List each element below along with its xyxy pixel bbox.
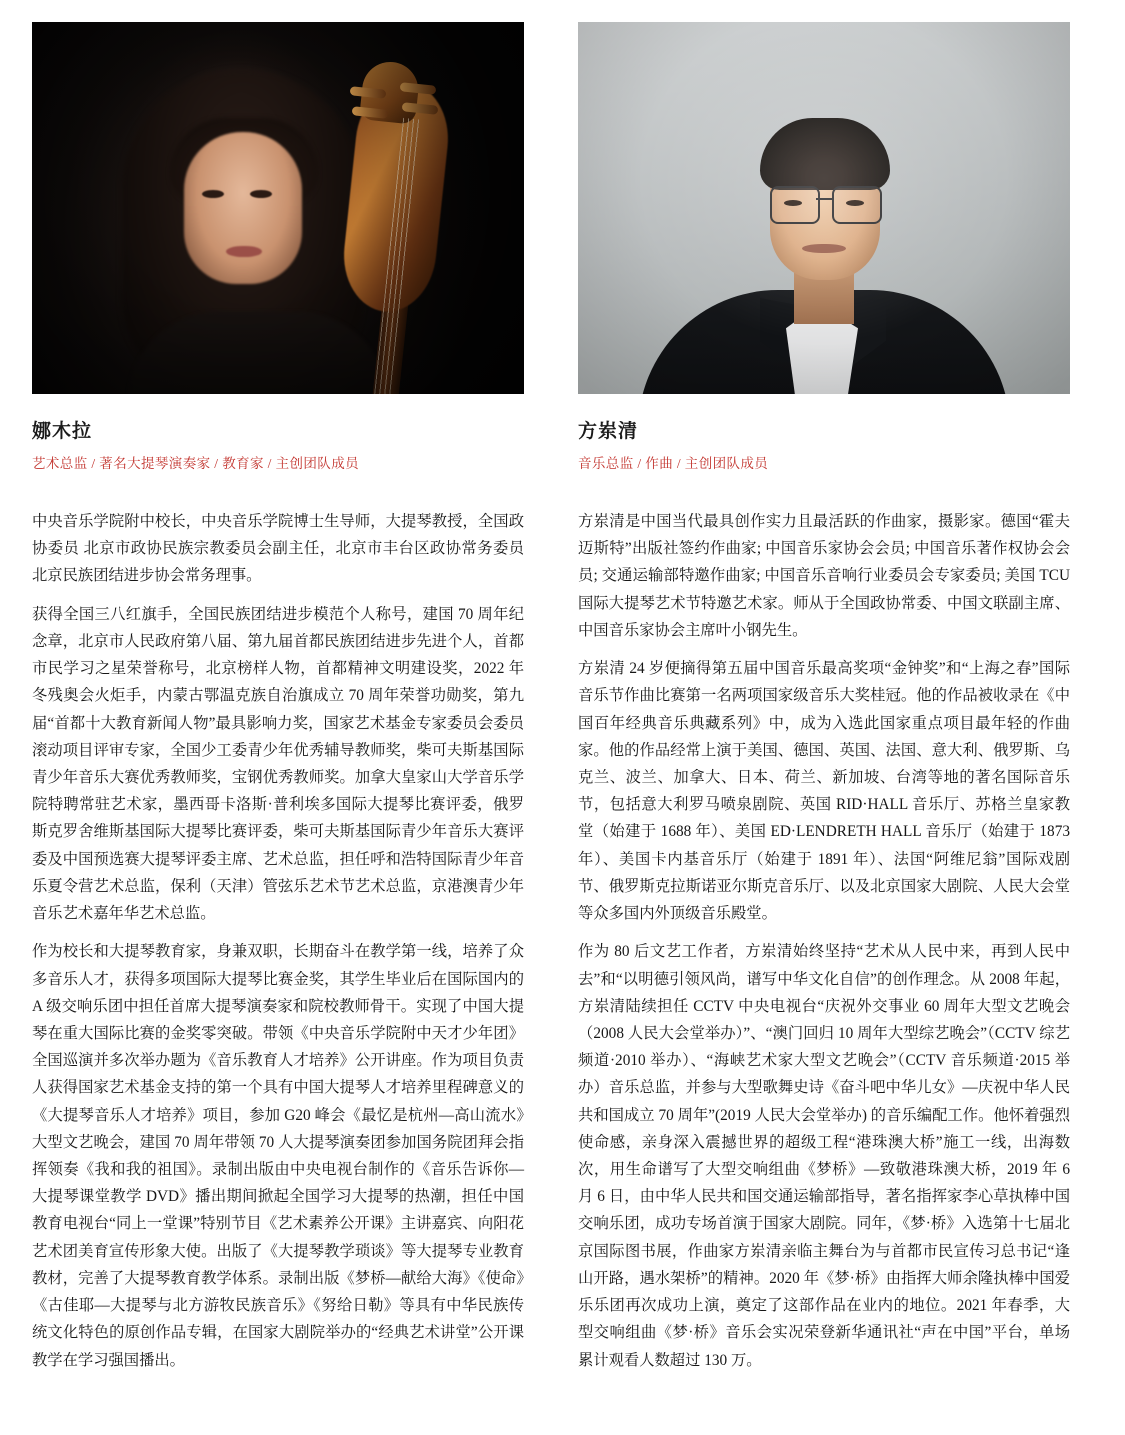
bio-paragraph: 方岽清是中国当代最具创作实力且最活跃的作曲家，摄影家。德国“霍夫迈斯特”出版社签约作曲家; 中国音乐家协会会员; 中国音乐著作权协会会员; 交通运输部特邀作曲家; 中国音乐音响行业委员会专家委员; 美国 TCU 国际大提琴艺术节特邀艺术家。师从于全国政协常委、中国文联副主席、中国音乐家协会主席叶小钢先生。 (578, 513, 1070, 639)
person-name: 娜木拉 (32, 421, 93, 442)
person-block-right (578, 22, 1070, 1385)
person-block-left (32, 22, 524, 1385)
bio-paragraph: 方岽清 24 岁便摘得第五届中国音乐最高奖项“金钟奖”和“上海之春”国际音乐节作曲比赛第一名两项国家级音乐大奖桂冠。他的作品被收录在《中国百年经典音乐典藏系列》中，成为入选此国家重点项目最年轻的作曲家。他的作品经常上演于美国、德国、英国、法国、意大利、俄罗斯、乌克兰、波兰、加拿大、日本、荷兰、新加坡、台湾等地的著名国际音乐节，包括意大利罗马喷泉剧院、英国 RID·HALL 音乐厅、苏格兰皇家教堂（始建于 1688 年）、美国 ED·LENDRETH HALL 音乐厅（始建于 1873 年）、美国卡内基音乐厅（始建于 1891 年）、法国“阿维尼翁”国际戏剧节、俄罗斯克拉斯诺亚尔斯克音乐厅、以及北京国家大剧院、人民大会堂等众多国内外顶级音乐殿堂。 (578, 660, 1070, 923)
person-bio (578, 508, 1070, 1374)
portrait-photo-namula (32, 22, 524, 394)
bio-paragraph: 作为 80 后文艺工作者，方岽清始终坚持“艺术从人民中来，再到人民中去”和“以明德引领风尚，谱写中华文化自信”的创作理念。从 2008 年起，方岽清陆续担任 CCTV 中央电视台“庆祝外交事业 60 周年大型文艺晚会（2008 人民大会堂举办）”、“澳门回归 10 周年大型综艺晚会”（CCTV 综艺频道·2010 举办）、“海峡艺术家大型文艺晚会”（CCTV 音乐频道·2015 举办）音乐总监，并参与大型歌舞史诗《奋斗吧中华儿女》—庆祝中华人民共和国成立 70 周年”(2019 人民大会堂举办) 的音乐编配工作。他怀着强烈使命感，亲身深入震撼世界的超级工程“港珠澳大桥”施工一线，出海数次，用生命谱写了大型交响组曲《梦桥》—致敬港珠澳大桥，2019 年 6 月 6 日，由中华人民共和国交通运输部指导，著名指挥家李心草执棒中国交响乐团，成功专场首演于国家大剧院。同年，《梦·桥》入选第十七届北京国际图书展，作曲家方岽清亲临主舞台为与首都市民宣传习总书记“逢山开路，遇水架桥”的精神。2020 年《梦·桥》由指挥大师余隆执棒中国爱乐乐团再次成功上演，奠定了这部作品在业内的地位。2021 年春季，大型交响组曲《梦·桥》音乐会实况荣登新华通讯社“声在中国”平台，单场累计观看人数超过 130 万。 (578, 943, 1070, 1369)
portrait-photo-fangdongqing (578, 22, 1070, 394)
person-name: 方岽清 (578, 421, 639, 442)
bio-paragraph: 中央音乐学院附中校长，中央音乐学院博士生导师，大提琴教授，全国政协委员 北京市政协民族宗教委员会副主任，北京市丰台区政协常务委员 北京民族团结进步协会常务理事。 (32, 513, 524, 585)
bio-paragraph: 作为校长和大提琴教育家，身兼双职，长期奋斗在教学第一线，培养了众多音乐人才，获得多项国际大提琴比赛金奖，其学生毕业后在国际国内的 A 级交响乐团中担任首席大提琴演奏家和院校教师骨干。实现了中国大提琴在重大国际比赛的金奖零突破。带领《中央音乐学院附中天才少年团》全国巡演并多次举办题为《音乐教育人才培养》公开讲座。作为项目负责人获得国家艺术基金支持的第一个具有中国大提琴人才培养里程碑意义的《大提琴音乐人才培养》项目，参加 G20 峰会《最忆是杭州—高山流水》大型文艺晚会，建国 70 周年带领 70 人大提琴演奏团参加国务院团拜会指挥领奏《我和我的祖国》。录制出版由中央电视台制作的《音乐告诉你—大提琴课堂教学 DVD》播出期间掀起全国学习大提琴的热潮，担任中国教育电视台“同上一堂课”特别节目《艺术素养公开课》主讲嘉宾、向阳花艺术团美育宣传形象大使。出版了《大提琴教学琐谈》等大提琴专业教育教材，完善了大提琴教育教学体系。录制出版《梦桥—献给大海》《使命》《古佳耶—大提琴与北方游牧民族音乐》《努给日勒》等具有中华民族传统文化特色的原创作品专辑，在国家大剧院举办的“经典艺术讲堂”公开课教学在学习强国播出。 (32, 943, 524, 1369)
person-bio (32, 508, 524, 1374)
person-role: 音乐总监 / 作曲 / 主创团队成员 (578, 456, 769, 471)
bio-paragraph: 获得全国三八红旗手，全国民族团结进步模范个人称号，建国 70 周年纪念章，北京市人民政府第八届、第九届首都民族团结进步先进个人，首都市民学习之星荣誉称号，北京榜样人物，首都精神文明建设奖，2022 年冬残奥会火炬手，内蒙古鄂温克族自治旗成立 70 周年荣誉功勋奖，第九届“首都十大教育新闻人物”最具影响力奖，国家艺术基金专家委员会委员滚动项目评审专家，全国少工委青少年优秀辅导教师奖，柴可夫斯基国际青少年音乐大赛优秀教师奖，宝钢优秀教师奖。加拿大皇家山大学音乐学院特聘常驻艺术家，墨西哥卡洛斯·普利埃多国际大提琴比赛评委，俄罗斯克罗舍维斯基国际大提琴比赛评委，柴可夫斯基国际青少年音乐大赛评委及中国预选赛大提琴评委主席、艺术总监，担任呼和浩特国际青少年音乐夏令营艺术总监，保利（天津）管弦乐艺术节艺术总监，京港澳青少年音乐艺术嘉年华艺术总监。 (32, 605, 524, 923)
person-role: 艺术总监 / 著名大提琴演奏家 / 教育家 / 主创团队成员 (32, 456, 360, 471)
